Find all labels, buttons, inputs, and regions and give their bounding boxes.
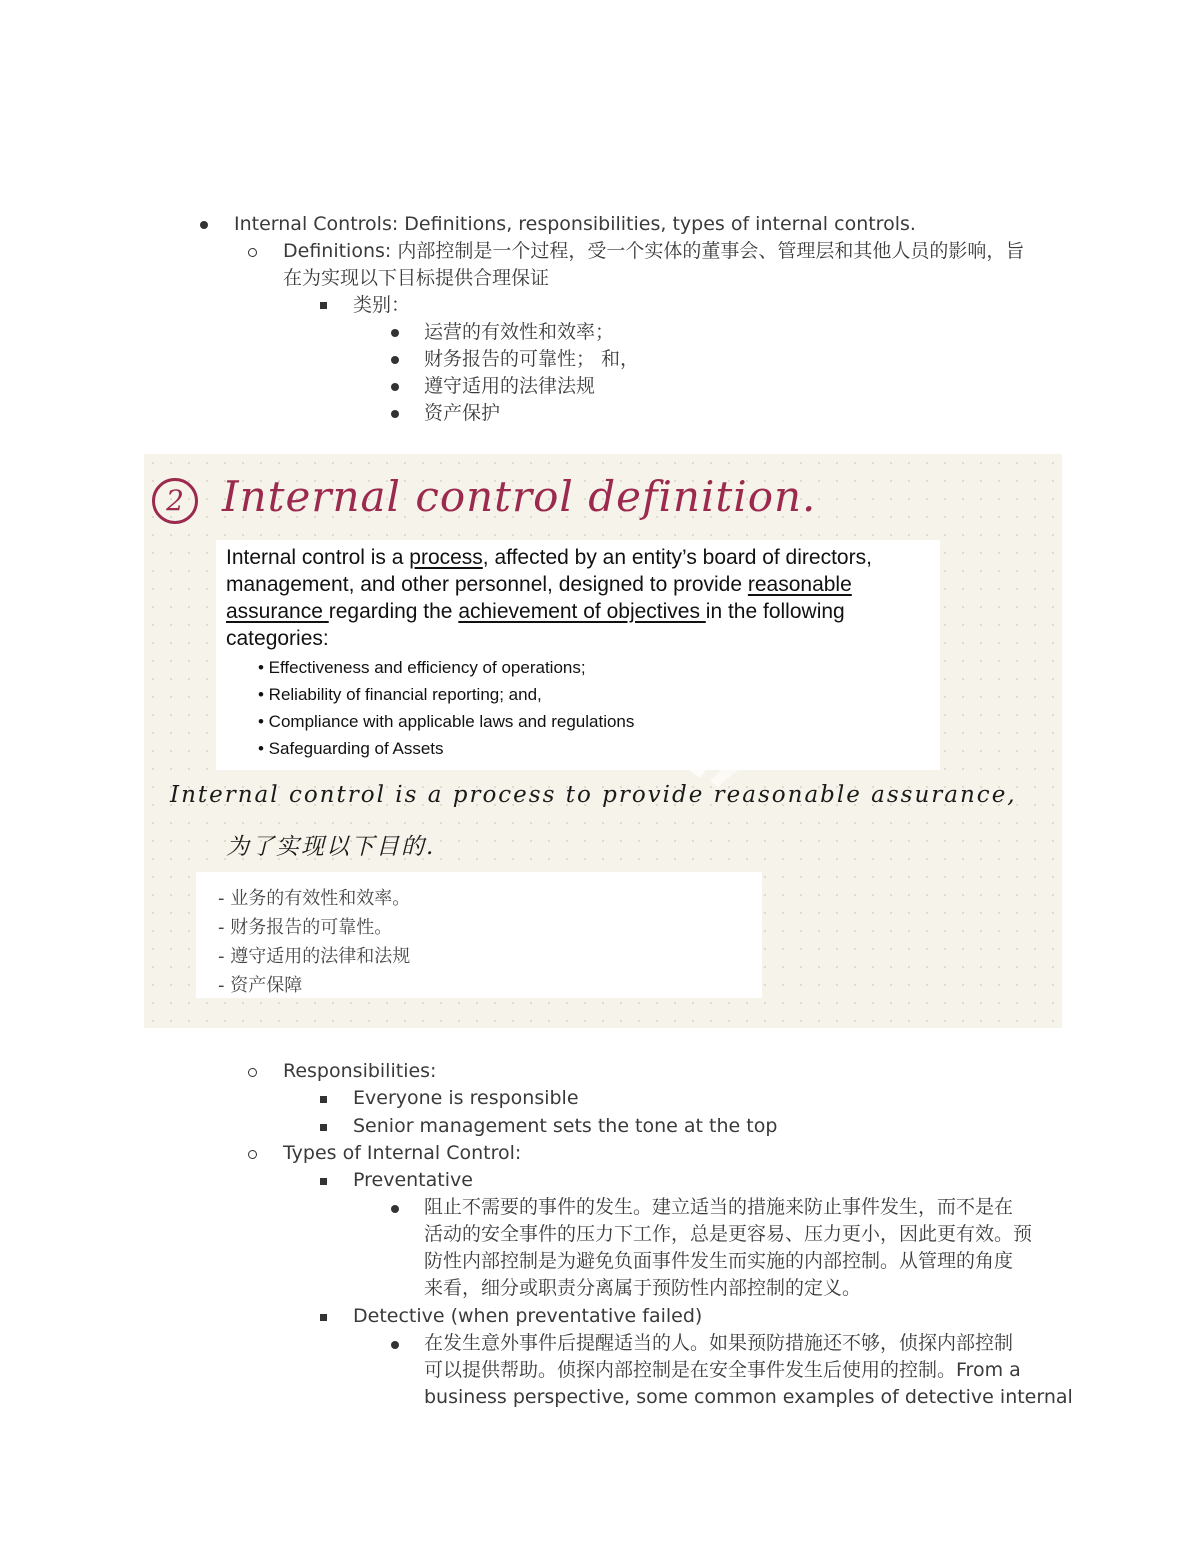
responsibilities-label: Responsibilities: bbox=[283, 1060, 437, 1082]
bullet-square bbox=[320, 1096, 327, 1103]
note-image-panel bbox=[144, 454, 1062, 1028]
section-number: 2 bbox=[152, 478, 198, 524]
preventative-text-line: 活动的安全事件的压力下工作，总是更容易、压力更小，因此更有效。预 bbox=[424, 1223, 1033, 1245]
detective-text-line: 在发生意外事件后提醒适当的人。如果预防措施还不够，侦探内部控制 bbox=[424, 1332, 1014, 1354]
bullet-disc bbox=[200, 221, 208, 229]
definitions-line-1: Definitions: 内部控制是一个过程，受一个实体的董事会、管理层和其他人员的影响，旨 bbox=[283, 240, 1025, 262]
bullet-square bbox=[320, 1314, 327, 1321]
chinese-list-item: - 财务报告的可靠性。 bbox=[218, 917, 393, 938]
bullet-circle bbox=[248, 1150, 257, 1159]
chinese-list-item: - 业务的有效性和效率。 bbox=[218, 888, 411, 909]
detective-text-line: business perspective, some common examples of detective internal bbox=[424, 1386, 1073, 1408]
chinese-list-item: - 遵守适用的法律和法规 bbox=[218, 946, 411, 967]
slide-bullet: • Safeguarding of Assets bbox=[258, 739, 444, 758]
preventative-label: Preventative bbox=[353, 1169, 473, 1191]
bullet-disc bbox=[391, 410, 399, 418]
definitions-line-2: 在为实现以下目标提供合理保证 bbox=[283, 267, 550, 289]
handwritten-chinese-note: 为了实现以下目的. bbox=[226, 834, 436, 860]
slide-line-2: management, and other personnel, designed to provide reasonable bbox=[226, 573, 852, 596]
bullet-circle bbox=[248, 1068, 257, 1077]
bullet-circle bbox=[248, 248, 257, 257]
types-label: Types of Internal Control: bbox=[283, 1142, 522, 1164]
slide-bullet: • Effectiveness and efficiency of operations; bbox=[258, 658, 586, 677]
preventative-text-line: 阻止不需要的事件的发生。建立适当的措施来防止事件发生，而不是在 bbox=[424, 1196, 1014, 1218]
slide-line-3: assurance regarding the achievement of objectives in the following bbox=[226, 600, 845, 623]
slide-definition-box bbox=[216, 540, 940, 770]
bullet-disc bbox=[391, 356, 399, 364]
slide-bullet: • Compliance with applicable laws and regulations bbox=[258, 712, 635, 731]
responsibility-item: Everyone is responsible bbox=[353, 1087, 579, 1109]
category-label: 类别： bbox=[353, 294, 411, 316]
bullet-square bbox=[320, 302, 327, 309]
outline-title: Internal Controls: Definitions, responsibilities, types of internal controls. bbox=[234, 213, 916, 235]
slide-line-1: Internal control is a process, affected by an entity’s board of directors, bbox=[226, 546, 872, 569]
bullet-disc bbox=[391, 383, 399, 391]
bullet-square bbox=[320, 1178, 327, 1185]
category-item: 财务报告的可靠性； 和， bbox=[424, 348, 640, 370]
detective-text-line: 可以提供帮助。侦探内部控制是在安全事件发生后使用的控制。From a bbox=[424, 1359, 1021, 1381]
chinese-list-item: - 资产保障 bbox=[218, 975, 303, 996]
category-item: 运营的有效性和效率； bbox=[424, 321, 615, 343]
slide-bullet: • Reliability of financial reporting; and, bbox=[258, 685, 542, 704]
bullet-disc bbox=[391, 329, 399, 337]
chinese-list-box bbox=[196, 872, 762, 998]
handwritten-definition: Internal control is a process to provide reasonable assurance, bbox=[170, 782, 1017, 808]
preventative-text-line: 来看，细分或职责分离属于预防性内部控制的定义。 bbox=[424, 1277, 862, 1299]
preventative-text-line: 防性内部控制是为避免负面事件发生而实施的内部控制。从管理的角度 bbox=[424, 1250, 1014, 1272]
responsibility-item: Senior management sets the tone at the top bbox=[353, 1115, 778, 1137]
handwritten-title: Internal control definition. bbox=[222, 472, 817, 521]
detective-label: Detective (when preventative failed) bbox=[353, 1305, 703, 1327]
slide-line-4: categories: bbox=[226, 627, 329, 650]
category-item: 资产保护 bbox=[424, 402, 501, 424]
bullet-disc bbox=[391, 1341, 399, 1349]
bullet-square bbox=[320, 1124, 327, 1131]
category-item: 遵守适用的法律法规 bbox=[424, 375, 596, 397]
bullet-disc bbox=[391, 1205, 399, 1213]
